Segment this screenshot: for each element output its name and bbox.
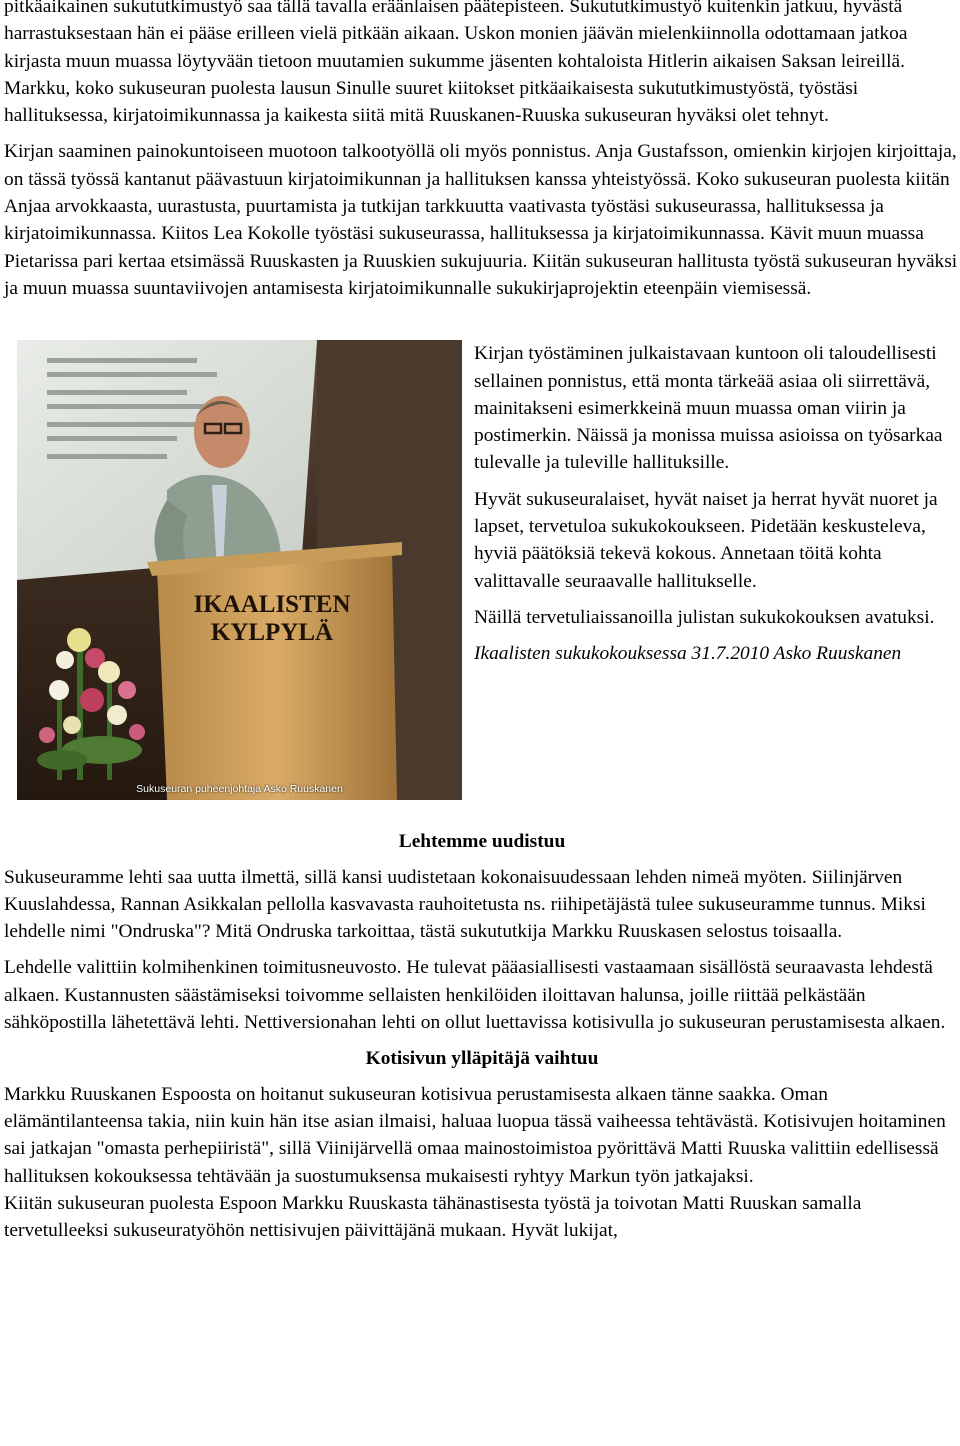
lectern <box>147 542 402 800</box>
section-1-paragraph-2: Lehdelle valittiin kolmihenkinen toimitusneuvosto. He tulevat pääasiallisesti vastaamaan sisällöstä seuraavasta lehdestä alkaen. Kustannusten säästämiseksi toivomme sellaisten henkilöiden iloittavan halunsa, joille riittää pelkästään sähköpostilla lähetettävä lehti. Nettiversionahan lehti on ollut luettavissa kotisivulla jo sukuseuran perustamisesta alkaen. <box>4 957 946 1034</box>
section-heading-lehtemme-uudistuu: Lehtemme uudistuu <box>398 831 566 853</box>
lectern-text-line1: IKAALISTEN <box>193 591 351 619</box>
photo-and-speech-block <box>4 340 960 810</box>
section-1-paragraph-1: Sukuseuramme lehti saa uutta ilmettä, sillä kansi uudistetaan kokonaisuudessaan lehden nimeä myöten. Siilinjärven Kuuslahdessa, Rannan Asikkalan pellolla kasvavasta rauhoitetusta ns. riihipetäjästä tulee sukuseuramme tunnus. Miksi lehdelle nimi "Ondruska"? Mitä Ondruska tarkoittaa, tästä sukututkija Markku Ruuskasen selostus toisaalla. <box>4 866 926 943</box>
intro-paragraph-1: pitkäaikainen sukututkimustyö saa tällä tavalla eräänlaisen päätepisteen. Sukututkimustyö kuitenkin jatkuu, hyvästä harrastuksestaan hän ei pääse erilleen vielä pitkään aikaan. Uskon monien jäävän mielenkiinnolla odottamaan jatkoa kirjasta muun muassa löytyvään tietoon muutamien sukumme jäsenten kohtaloista Hitlerin aikaisen Saksan leireillä. Markku, koko sukuseuran puolesta lausun Sinulle suuret kiitokset pitkäaikaisesta sukututkimustyöstä, työstäsi hallituksessa, kirjatoimikunnassa ja kaikesta siitä mitä Ruuskanen-Ruuska sukuseuran hyväksi olet tehnyt. <box>4 0 908 127</box>
photo-caption: Sukuseuran puheenjohtaja Asko Ruuskanen <box>136 783 343 796</box>
side-paragraph-2: Hyvät sukuseuralaiset, hyvät naiset ja herrat hyvät nuoret ja lapset, tervetuloa sukukokoukseen. Pidetään keskusteleva, hyviä päätöksiä tekevä kokous. Annetaan töitä kohta valittavalle seuraavalle hallitukselle. <box>474 488 938 592</box>
speech-column <box>474 340 960 676</box>
speaker-photo <box>17 340 462 800</box>
intro-paragraph-2: Kirjan saaminen painokuntoiseen muotoon talkootyöllä oli myös ponnistus. Anja Gustafsson, omienkin kirjojen kirjoittaja, on tässä työssä kantanut päävastuun kirjatoimikunnan ja hallituksen kanssa yhteistyössä. Koko sukuseuran puolesta kiitän Anjaa arvokkaasta, uurastusta, puurtamista ja tutkijan tarkkuutta vaativasta työstäsi sukuseurassa, hallituksessa ja kirjatoimikunnassa. Kiitos Lea Kokolle työstäsi sukuseurassa, hallituksessa ja kirjatoimikunnassa. Kävit muun muassa Pietarissa pari kertaa etsimässä Ruuskasten ja Ruuskien sukujuuria. Kiitän sukuseuran hallitusta työstä sukuseuran hyväksi ja muun muassa suuntaviivojen antamisesta kirjatoimikunnalle sukukirjaprojektin eteenpäin viemisessä. <box>4 141 958 299</box>
lectern-text-line2: KYLPYLÄ <box>210 619 334 647</box>
side-paragraph-3: Näillä tervetuliaissanoilla julistan sukukokouksen avatuksi. <box>474 606 935 628</box>
signature: Ikaalisten sukukokouksessa 31.7.2010 Asko Ruuskanen <box>474 643 902 665</box>
section-heading-kotisivun-yllapitaja: Kotisivun ylläpitäjä vaihtuu <box>365 1048 599 1070</box>
section-2-paragraph-1: Markku Ruuskanen Espoosta on hoitanut sukuseuran kotisivua perustamisesta alkaen tänne saakka. Oman elämäntilanteensa takia, niin kuin hän itse asian ilmaisi, haluaa luopua tässä vaiheessa tehtävästä. Kotisivujen hoitaminen sai jatkajan "omasta perhepiiristä", sillä Viinijärvellä omaa mainostoimistoa pyörittävä Matti Ruuska valittiin edellisessä hallituksen kokouksessa tehtävään ja suostumuksensa mukaisesti ryhtyy Markun työn jatkajaksi. <box>4 1083 946 1187</box>
speaker-photo-graphic <box>17 340 462 800</box>
section-2-paragraph-2: Kiitän sukuseuran puolesta Espoon Markku Ruuskasta tähänastisesta työstä ja toivotan Matti Ruuskan samalla tervetulleeksi sukuseuratyöhön nettisivujen päivittäjänä mukaan. Hyvät lukijat, <box>4 1192 862 1242</box>
side-paragraph-1: Kirjan työstäminen julkaistavaan kuntoon oli taloudellisesti sellainen ponnistus, että monta tärkeää asiaa oli siirrettävä, mainitakseni esimerkkeinä muun muassa oman viirin ja postimerkin. Näissä ja monissa muissa asioissa on työsarkaa tulevalle ja tuleville hallituksille. <box>474 343 943 474</box>
